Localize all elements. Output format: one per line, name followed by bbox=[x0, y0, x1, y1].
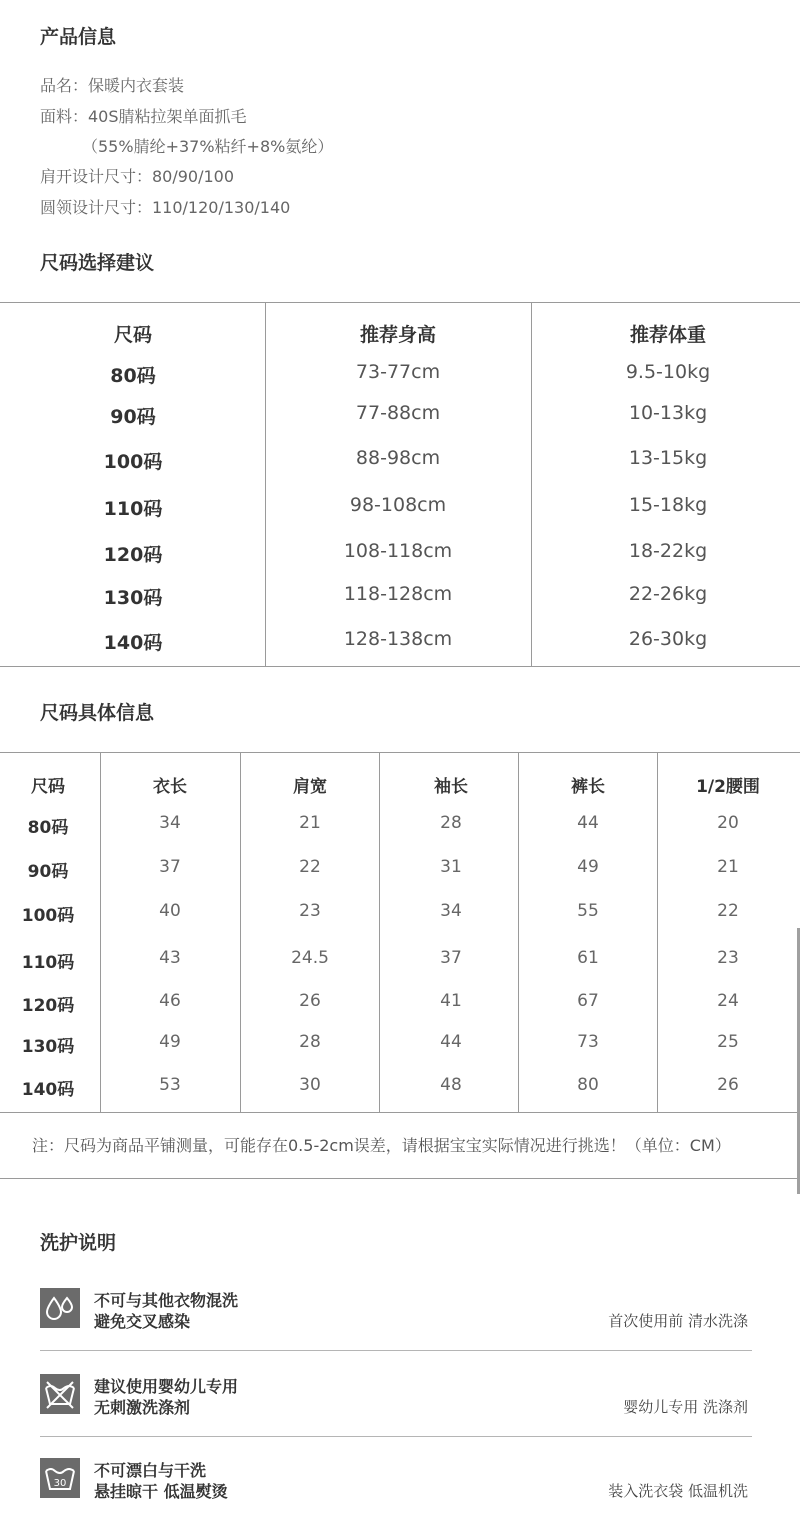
care-item-detergent bbox=[40, 1374, 752, 1444]
table1-value-cell: 10-13kg bbox=[628, 402, 708, 424]
table2-value-cell: 28 bbox=[440, 813, 462, 833]
care-line1: 不可漂白与干洗 bbox=[94, 1461, 207, 1480]
table2-header-cell: 肩宽 bbox=[293, 777, 327, 797]
table2-value-cell: 46 bbox=[159, 991, 181, 1011]
table1-size-cell: 130码 bbox=[103, 587, 163, 609]
table2-value-cell: 21 bbox=[717, 857, 739, 877]
care-separator bbox=[40, 1350, 752, 1351]
table2-size-cell: 90码 bbox=[27, 862, 69, 882]
table1-size-cell: 120码 bbox=[103, 544, 163, 566]
table2-value-cell: 23 bbox=[717, 948, 739, 968]
table1-header-cell: 推荐体重 bbox=[629, 324, 707, 346]
table1-top-border bbox=[0, 302, 800, 303]
table1-header-cell: 尺码 bbox=[113, 324, 153, 346]
table2-value-cell: 31 bbox=[440, 857, 462, 877]
table1-value-cell: 118-128cm bbox=[343, 583, 453, 605]
table2-value-cell: 20 bbox=[717, 813, 739, 833]
table2-value-cell: 26 bbox=[717, 1075, 739, 1095]
table2-value-cell: 30 bbox=[299, 1075, 321, 1095]
table2-value-cell: 25 bbox=[717, 1032, 739, 1052]
table2-value-cell: 34 bbox=[159, 813, 181, 833]
table2-value-cell: 53 bbox=[159, 1075, 181, 1095]
table2-size-cell: 130码 bbox=[21, 1037, 75, 1057]
table2-divider bbox=[100, 752, 101, 1113]
svg-text:30: 30 bbox=[53, 1478, 67, 1489]
table1-size-cell: 90码 bbox=[110, 406, 156, 428]
table2-value-cell: 26 bbox=[299, 991, 321, 1011]
table2-value-cell: 55 bbox=[577, 901, 599, 921]
table2-value-cell: 21 bbox=[299, 813, 321, 833]
table2-header-cell: 裤长 bbox=[571, 777, 605, 797]
care-line1: 建议使用婴幼儿专用 bbox=[94, 1377, 239, 1396]
table1-divider bbox=[265, 302, 266, 667]
care-item-no-bleach bbox=[40, 1458, 752, 1528]
table2-header-cell: 袖长 bbox=[434, 777, 468, 797]
table2-divider bbox=[240, 752, 241, 1113]
table2-size-cell: 140码 bbox=[21, 1080, 75, 1100]
table2-bottom-border bbox=[0, 1112, 800, 1113]
table1-header-cell: 推荐身高 bbox=[359, 324, 437, 346]
info-fabric: 面料：40S腈粘拉架单面抓毛 bbox=[40, 107, 247, 126]
table2-size-cell: 110码 bbox=[21, 953, 75, 973]
table1-value-cell: 26-30kg bbox=[628, 628, 708, 650]
care-item-no-mix bbox=[40, 1288, 752, 1358]
table2-value-cell: 80 bbox=[577, 1075, 599, 1095]
table2-value-cell: 37 bbox=[440, 948, 462, 968]
table2-size-cell: 120码 bbox=[21, 996, 75, 1016]
care-tip: 装入洗衣袋 低温机洗 bbox=[608, 1482, 748, 1500]
table2-value-cell: 28 bbox=[299, 1032, 321, 1052]
table2-header-cell: 1/2腰围 bbox=[696, 777, 760, 797]
table1-size-cell: 110码 bbox=[103, 498, 163, 520]
wash-30-icon bbox=[40, 1458, 80, 1498]
info-crew-size: 圆领设计尺寸：110/120/130/140 bbox=[40, 198, 291, 217]
water-drops-icon bbox=[40, 1288, 80, 1328]
table2-divider bbox=[518, 752, 519, 1113]
table2-value-cell: 44 bbox=[440, 1032, 462, 1052]
size-advice-title: 尺码选择建议 bbox=[40, 252, 155, 274]
table2-value-cell: 24 bbox=[717, 991, 739, 1011]
measurement-note: 注：尺码为商品平铺测量，可能存在0.5-2cm误差，请根据宝宝实际情况进行挑选！（单位：CM） bbox=[32, 1136, 731, 1155]
care-line2: 悬挂晾干 低温熨烫 bbox=[94, 1482, 228, 1501]
table2-header-cell: 尺码 bbox=[31, 777, 65, 797]
table2-value-cell: 43 bbox=[159, 948, 181, 968]
table2-value-cell: 34 bbox=[440, 901, 462, 921]
info-shoulder-size: 肩开设计尺寸：80/90/100 bbox=[40, 167, 235, 186]
table2-header-cell: 衣长 bbox=[153, 777, 187, 797]
table2-value-cell: 48 bbox=[440, 1075, 462, 1095]
no-wash-tub-icon bbox=[40, 1374, 80, 1414]
table2-value-cell: 61 bbox=[577, 948, 599, 968]
table1-divider bbox=[531, 302, 532, 667]
table1-size-cell: 140码 bbox=[103, 632, 163, 654]
table2-value-cell: 73 bbox=[577, 1032, 599, 1052]
table1-value-cell: 18-22kg bbox=[628, 540, 708, 562]
table2-value-cell: 22 bbox=[299, 857, 321, 877]
table2-value-cell: 22 bbox=[717, 901, 739, 921]
table1-value-cell: 128-138cm bbox=[343, 628, 453, 650]
care-tip: 婴幼儿专用 洗涤剂 bbox=[623, 1398, 748, 1416]
table2-value-cell: 23 bbox=[299, 901, 321, 921]
table2-top-border bbox=[0, 752, 800, 753]
table1-size-cell: 80码 bbox=[110, 365, 156, 387]
size-detail-title: 尺码具体信息 bbox=[40, 702, 155, 724]
table2-size-cell: 100码 bbox=[21, 906, 75, 926]
care-separator bbox=[40, 1436, 752, 1437]
table2-value-cell: 49 bbox=[577, 857, 599, 877]
table2-value-cell: 44 bbox=[577, 813, 599, 833]
table2-value-cell: 37 bbox=[159, 857, 181, 877]
table2-value-cell: 41 bbox=[440, 991, 462, 1011]
table1-value-cell: 73-77cm bbox=[355, 361, 441, 383]
table2-value-cell: 67 bbox=[577, 991, 599, 1011]
info-fabric-composition: （55%腈纶+37%粘纤+8%氨纶） bbox=[82, 137, 334, 156]
info-name: 品名：保暖内衣套装 bbox=[40, 76, 185, 95]
table2-value-cell: 40 bbox=[159, 901, 181, 921]
care-line2: 避免交叉感染 bbox=[94, 1312, 191, 1331]
product-info-title: 产品信息 bbox=[40, 26, 117, 48]
table1-value-cell: 108-118cm bbox=[343, 540, 453, 562]
table1-size-cell: 100码 bbox=[103, 451, 163, 473]
care-tip: 首次使用前 清水洗涤 bbox=[608, 1312, 748, 1330]
table1-value-cell: 13-15kg bbox=[628, 447, 708, 469]
table1-value-cell: 22-26kg bbox=[628, 583, 708, 605]
table1-value-cell: 98-108cm bbox=[349, 494, 447, 516]
table1-value-cell: 88-98cm bbox=[355, 447, 441, 469]
care-title: 洗护说明 bbox=[40, 1232, 117, 1254]
care-line2: 无刺激洗涤剂 bbox=[94, 1398, 191, 1417]
table2-size-cell: 80码 bbox=[27, 818, 69, 838]
table1-value-cell: 9.5-10kg bbox=[625, 361, 711, 383]
table2-divider bbox=[379, 752, 380, 1113]
table2-value-cell: 49 bbox=[159, 1032, 181, 1052]
table2-value-cell: 24.5 bbox=[291, 948, 329, 968]
table1-bottom-border bbox=[0, 666, 800, 667]
note-bottom-border bbox=[0, 1178, 800, 1179]
table1-value-cell: 15-18kg bbox=[628, 494, 708, 516]
table1-value-cell: 77-88cm bbox=[355, 402, 441, 424]
care-line1: 不可与其他衣物混洗 bbox=[94, 1291, 239, 1310]
table2-divider bbox=[657, 752, 658, 1113]
